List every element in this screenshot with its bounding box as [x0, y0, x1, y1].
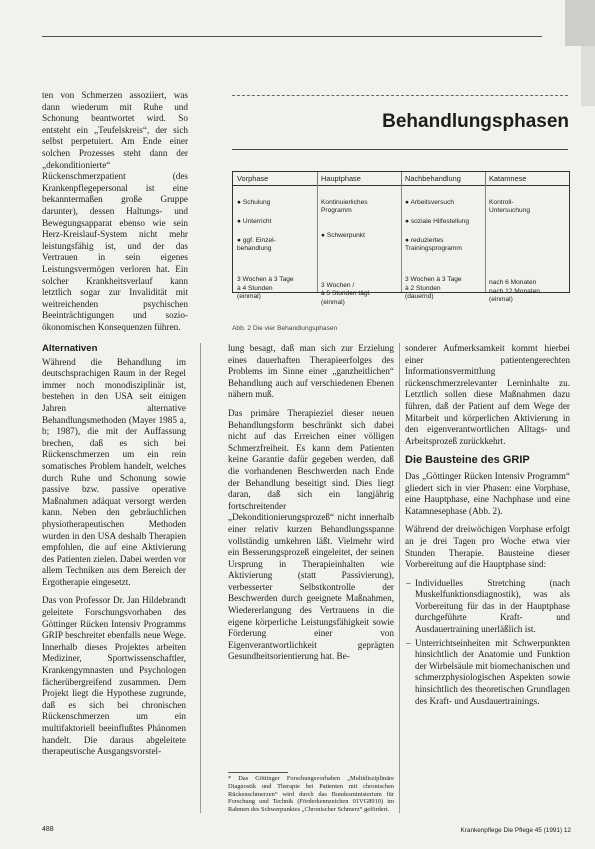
cell-line: ● Arbeitsversuch: [405, 198, 455, 206]
phase-header-hauptphase: Hauptphase: [317, 172, 402, 185]
page-edge-shadow-lower: [581, 46, 595, 106]
paragraph: Das „Göttinger Rücken Intensiv Programm“ gliedert sich in vier Phasen: eine Vorphase, eine Hauptphase, eine Nachphase und eine Katamnesephase (Abb. 2).: [405, 470, 570, 516]
phase-header-nachbehandlung: Nachbehandlung: [401, 172, 486, 185]
paragraph: Das primäre Therapieziel dieser neuen Behandlungsform beschränkt sich dabei nicht auf das Erreichen einer völligen Schmerzfreiheit. Es kann dem Patienten keine Garantie dafür gegeben werden, daß die vorhandenen Beschwerden nach Ende der Behandlung beseitigt sind. Dies liegt daran, daß sich ein langjährig fortschreitender „Dekonditionierungsprozeß“ nicht innerhalb einer relativ kurzen Behandlungsspanne vollständig umkehren läßt. Vielmehr wird ein Besserungsprozeß eingeleitet, der seinen Ursprung in Therapieinhalten wie Aktivierung (statt Passivierung), verbesserter Selbstkontrolle der Beschwerden durch geeignete Maßnahmen, Wiedererlangung des Vertrauens in die eigene körperliche Leistungsfähigkeit sowie Förderung einer von Eigenverantwortlichkeit geprägten Gesundheitsorientierung hat. Be-: [228, 407, 394, 662]
column-2: [228, 343, 394, 670]
phase-header-katamnese: Katamnese: [489, 174, 527, 183]
phase-cell-nachbehandlung: [401, 190, 485, 312]
cell-line: ● Schulung: [237, 198, 271, 206]
cell-line: ● Unterricht: [237, 217, 272, 225]
cell-duration: 3 Wochen / à 5 Stunden tägl. (einmal): [321, 281, 371, 306]
figure-title: Behandlungsphasen: [382, 111, 569, 132]
bullet-list: [405, 578, 570, 708]
phase-table: [232, 171, 570, 306]
phase-header-vorphase: Vorphase: [233, 172, 318, 185]
page-edge-shadow: [565, 0, 595, 46]
cell-line: ● Schwerpunkt: [321, 232, 365, 239]
column-1: [42, 343, 186, 765]
cell-line: Kontinuierliches Programm: [321, 198, 368, 214]
footnote-rule: [228, 772, 288, 773]
column-1-top: [42, 90, 188, 340]
figure-behandlungsphasen: [227, 85, 571, 332]
figure-caption: Abb. 2 Die vier Behandlungsphasen: [232, 325, 338, 332]
column-divider: [399, 343, 400, 813]
phase-cell-vorphase: [233, 190, 317, 312]
phase-cell-hauptphase: [317, 190, 401, 318]
paragraph: Das von Professor Dr. Jan Hildebrandt geleitete Forschungsvorhaben des Göttinger Rücken Intensiv Programms GRIP beschreitet ebenfalls neue Wege. Innerhalb dieses Projektes arbeiten Mediziner, Sportwissenschaftler, Krankengymnasten und Psychologen fächerübergreifend zusammen. Dem Projekt liegt die Hypothese zugrunde, daß es sich bei chronischen Rückenschmerzen um ein multifaktoriell beeinflußtes Phänomen handelt. Die daraus abgeleitete therapeutische Ausgangsvorstel-: [42, 595, 186, 757]
paragraph: lung besagt, daß man sich zur Erzielung eines dauerhaften Therapieerfolges des Problems im Sinne einer „ganzheitlichen“ Behandlung auch auf verschiedenen Ebenen nähern muß.: [228, 343, 394, 400]
section-heading-bausteine: Die Bausteine des GRIP: [405, 454, 530, 467]
journal-footer: Krankenpflege Die Pflege 45 (1991) 12: [460, 827, 571, 834]
cell-line: Kontroll- Untersuchung: [489, 198, 531, 214]
cell-line: ● soziale Hilfestellung: [405, 217, 470, 225]
paragraph: sonderer Aufmerksamkeit kommt hierbei einer patientengerechten Informationsvermittlung rückenschmerzrelevanter Lerninhalte zu. Letztlich sollen diese Maßnahmen dazu führen, daß der Patient auf dem Wege der Mitarbeit und körperlichen Aktivierung in den eigenverantwortlichen Alltags- und Arbeitsprozeß zurückkehrt.: [405, 343, 570, 446]
footnote: * Das Göttinger Forschungsvorhaben „Multidisziplinäre Diagnostik und Therapie bei Patienten mit chronischen Rückenschmerzen“ wird durch das Bundesministerium für Forschung und Technik (Förderkennzeichen 01VG8910) im Rahmen des Schwerpunktes „Chronischer Schmerz“ gefördert.: [228, 775, 394, 814]
cell-line: ● ggf. Einzel- behandlung: [237, 236, 276, 252]
list-item: – Unterrichtseinheiten mit Schwerpunkten hinsichtlich der Anatomie und Funktion der Wirbelsäule mit biomechanischen und schmerzphysiologischen Aspekten sowie hinsichtlich des theoretischen Grundlagen des Kraft- und Ausdauertrainings.: [415, 638, 570, 708]
phase-cell-katamnese: [485, 190, 569, 315]
cell-duration: nach 6 Monaten nach 12 Monaten (einmal): [489, 279, 540, 303]
cell-duration: 3 Wochen à 3 Tage à 4 Stunden (einmal): [237, 276, 294, 300]
list-item: – Individuelles Stretching (nach Muskelfunktionsdiagnostik), was als Vorbereitung für das in der Hauptphase durchgeführte Kraft- und Ausdauertraining unerläßlich ist.: [415, 578, 570, 636]
section-heading-alternativen: Alternativen: [42, 343, 98, 354]
top-rule: [42, 36, 542, 37]
cell-line: ● reduziertes Trainingsprogramm: [405, 236, 462, 252]
paragraph: Während der dreiwöchigen Vorphase erfolgt an je drei Tagen pro Woche etwa vier Stunden Therapie. Bausteine dieser Vorbereitung auf die Hauptphase sind:: [405, 524, 570, 570]
figure-dash-rule: [232, 95, 568, 96]
page-number: 488: [42, 826, 54, 833]
cell-duration: 3 Wochen à 3 Tage à 2 Stunden (dauernd): [405, 276, 462, 300]
figure-rule: [232, 149, 568, 150]
paragraph: Während die Behandlung im deutschsprachigen Raum in der Regel immer noch monodisziplinär ist, bestehen in den USA seit einigen Jahren alternative Behandlungsmethoden (Mayer 1985 a, b; 1987), die mit der Auffassung brechen, daß es sich bei Rückenschmerzen um ein rein somatisches Problem handelt, welches durch Ruhe und Schonung sowie passive bzw. passive operative Maßnahmen adäquat versorgt werden kann. Neben den gebräuchlichen physiotherapeutischen Methoden wurden in den USA deshalb Therapien empfohlen, die auf eine Aktivierung des Patienten zielen. Dabei werden vor allem Techniken aus dem Bereich der Ergotherapie eingesetzt.: [42, 356, 186, 587]
column-divider: [200, 343, 201, 813]
paragraph: ten von Schmerzen assoziiert, was dann wiederum mit Ruhe und Schonung beantwortet wird. So entsteht ein „Teufelskreis“, der sich selbst perpetuiert. Am Ende einer solchen Prozesses steht dann der „dekonditionierte“ Rückenschmerzpatient (des Krankenpflegepersonal ist eine bekanntermaßen große Gruppe darunter), dessen Haltungs- und Bewegungsapparat ebenso wie sein Herz-Kreislauf-System nicht mehr leistungsfähig ist, und der das Vertrauen in sein eigenes Leistungsvermögen verloren hat. Ein solcher Krankheitsverlauf kann letztlich sogar zur Invalidität mit weitreichenden psychischen Beeinträchtigungen und sozio-ökonomischen Konsequenzen führen.: [42, 90, 188, 332]
column-3: [405, 343, 570, 709]
